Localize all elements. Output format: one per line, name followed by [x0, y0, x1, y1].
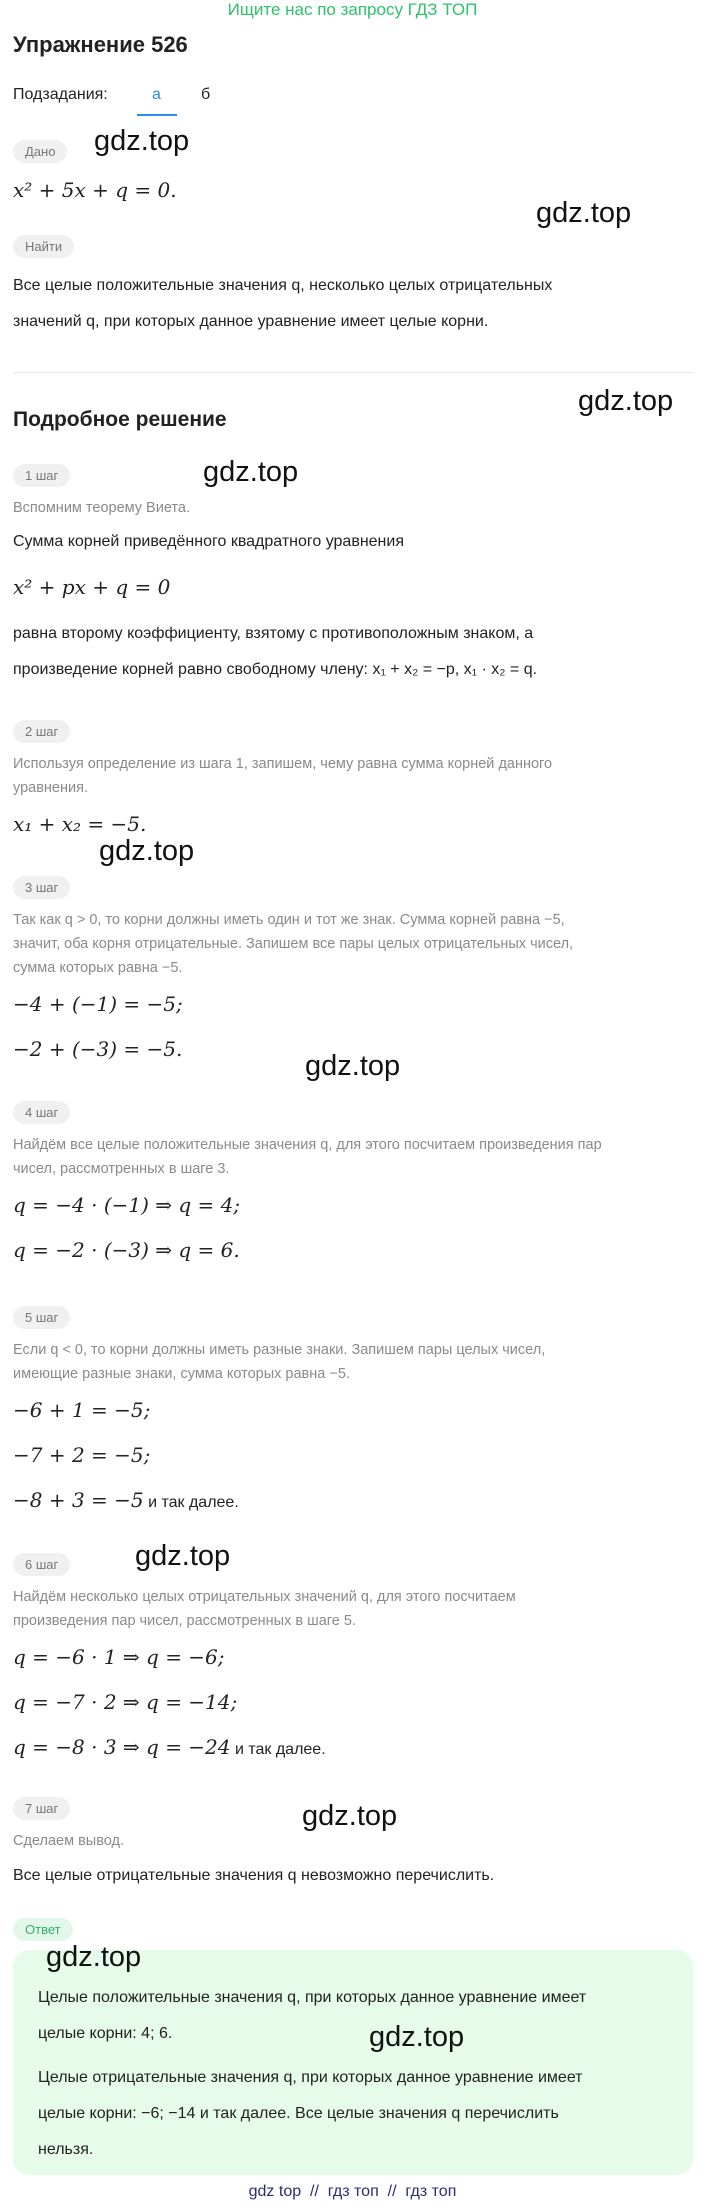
step-4-note-1: Найдём все целые положительные значения q, для этого посчитаем произведения пар	[13, 1137, 602, 1153]
answer-line-3: Целые отрицательные значения q, при которых данное уравнение имеет	[38, 2069, 583, 2086]
step-5-note-1: Если q < 0, то корни должны иметь разные знаки. Запишем пары целых чисел,	[13, 1342, 546, 1358]
given-chip: Дано	[13, 140, 67, 163]
answer-chip: Ответ	[13, 1918, 73, 1941]
step-4-note-2: чисел, рассмотренных в шаге 3.	[13, 1161, 230, 1177]
tab-b[interactable]: б	[201, 86, 211, 103]
step-1-text-2: равна второму коэффициенту, взятому с противоположным знаком, а	[13, 625, 534, 642]
find-line-2: значений q, при которых данное уравнение имеет целые корни.	[13, 313, 489, 330]
step-3-note-1: Так как q > 0, то корни должны иметь один и тот же знак. Сумма корней равна −5,	[13, 912, 565, 928]
subtasks-label: Подзадания:	[13, 86, 108, 103]
watermark: gdz.top	[578, 385, 674, 417]
watermark: gdz.top	[536, 197, 632, 229]
step-5-suffix: и так далее.	[143, 1494, 239, 1511]
find-line-1: Все целые положительные значения q, несколько целых отрицательных	[13, 277, 553, 294]
solution-title: Подробное решение	[13, 408, 227, 431]
step-4-chip: 4 шаг	[13, 1101, 70, 1124]
step-5-equation-2: −7 + 2 = −5;	[13, 1443, 151, 1467]
step-7-chip: 7 шаг	[13, 1797, 70, 1820]
answer-line-2: целые корни: 4; 6.	[38, 2025, 173, 2042]
step-1-text-3: произведение корней равно свободному члену: x₁ + x₂ = −p, x₁ · x₂ = q.	[13, 661, 538, 678]
footer-links	[0, 2183, 705, 2201]
step-1-text: Сумма корней приведённого квадратного уравнения	[13, 533, 404, 550]
find-chip: Найти	[13, 235, 74, 258]
step-4-equation-1: q = −4 · (−1) ⇒ q = 4;	[13, 1193, 241, 1217]
watermark: gdz.top	[94, 125, 190, 157]
footer-link-3[interactable]: гдз топ	[405, 2183, 457, 2200]
step-2-note-2: уравнения.	[13, 780, 88, 796]
step-6-note-1: Найдём несколько целых отрицательных значений q, для этого посчитаем	[13, 1589, 516, 1605]
page-title: Упражнение 526	[13, 32, 188, 57]
answer-line-5: нельзя.	[38, 2141, 94, 2158]
step-5-equation-1: −6 + 1 = −5;	[13, 1398, 151, 1422]
watermark: gdz.top	[369, 2021, 465, 2053]
watermark: gdz.top	[99, 835, 195, 867]
answer-line-4: целые корни: −6; −14 и так далее. Все целые значения q перечислить	[38, 2105, 559, 2122]
footer-link-2[interactable]: гдз топ	[327, 2183, 379, 2200]
step-3-equation-1: −4 + (−1) = −5;	[13, 992, 183, 1016]
step-6-suffix: и так далее.	[230, 1741, 326, 1758]
step-1-equation: x² + px + q = 0	[13, 575, 171, 599]
watermark: gdz.top	[46, 1941, 142, 1973]
step-6-equation-2: q = −7 · 2 ⇒ q = −14;	[13, 1690, 238, 1714]
step-5-equation-3-math: −8 + 3 = −5	[13, 1488, 144, 1512]
footer-link-1[interactable]: gdz top	[248, 2183, 302, 2200]
step-3-chip: 3 шаг	[13, 876, 70, 899]
step-2-equation: x₁ + x₂ = −5.	[13, 812, 147, 836]
step-1-note: Вспомним теорему Виета.	[13, 500, 190, 516]
step-3-note-2: значит, оба корня отрицательные. Запишем все пары целых отрицательных чисел,	[13, 936, 574, 952]
step-7-text: Все целые отрицательные значения q невозможно перечислить.	[13, 1867, 495, 1884]
step-1-chip: 1 шаг	[13, 464, 70, 487]
step-5-equation-3	[13, 1488, 239, 1515]
answer-line-1: Целые положительные значения q, при которых данное уравнение имеет	[38, 1989, 587, 2006]
tab-a[interactable]: а	[152, 86, 161, 103]
step-6-chip: 6 шаг	[13, 1553, 70, 1576]
step-7-note: Сделаем вывод.	[13, 1833, 125, 1849]
footer-separator: //	[387, 2183, 397, 2200]
step-6-note-2: произведения пар чисел, рассмотренных в шаге 5.	[13, 1613, 356, 1629]
step-6-equation-1: q = −6 · 1 ⇒ q = −6;	[13, 1645, 225, 1669]
step-4-equation-2: q = −2 · (−3) ⇒ q = 6.	[13, 1238, 240, 1262]
active-tab-indicator	[137, 114, 177, 116]
watermark: gdz.top	[305, 1050, 401, 1082]
step-5-chip: 5 шаг	[13, 1306, 70, 1329]
watermark: gdz.top	[302, 1800, 398, 1832]
search-banner[interactable]: Ищите нас по запросу ГДЗ ТОП	[227, 0, 478, 19]
step-6-equation-3-math: q = −8 · 3 ⇒ q = −24	[13, 1735, 231, 1759]
step-3-equation-2: −2 + (−3) = −5.	[13, 1037, 183, 1061]
given-equation: x² + 5x + q = 0.	[13, 178, 177, 202]
step-6-equation-3	[13, 1735, 326, 1762]
step-3-note-3: сумма которых равна −5.	[13, 960, 183, 976]
step-5-note-2: имеющие разные знаки, сумма которых равна −5.	[13, 1366, 350, 1382]
watermark: gdz.top	[203, 456, 299, 488]
section-divider	[13, 372, 693, 373]
footer-separator: //	[310, 2183, 319, 2200]
step-2-chip: 2 шаг	[13, 720, 70, 743]
step-2-note-1: Используя определение из шага 1, запишем, чему равна сумма корней данного	[13, 756, 553, 772]
watermark: gdz.top	[135, 1540, 231, 1572]
